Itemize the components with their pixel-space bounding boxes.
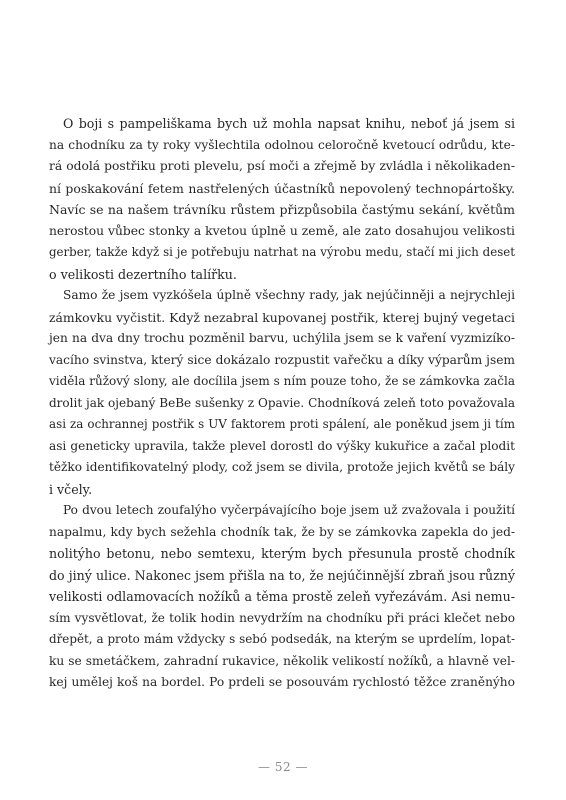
paragraph-2 [49, 285, 515, 500]
page-number: — 52 — [258, 760, 308, 774]
text-line: ku se smetáčkem, zahradní rukavice, několik velikostí nožíků, a hlavně vel- [49, 653, 515, 668]
text-line: zámkovku vyčistit. Když nezabral kupovanej postřik, kterej bujný vegetaci [49, 309, 515, 325]
text-line: sím vysvětlovat, že tolik hodin nevydržím na chodníku při práci klečet nebo [49, 610, 515, 625]
text-line: jen na dva dny trochu pozměnil barvu, uchýlila jsem se k vaření vyzmizíko- [49, 331, 515, 345]
text-line: napalmu, kdy bych sežehla chodník tak, že by se zámkovka zapekla do jed- [49, 524, 515, 539]
text-line: Navíc se na našem trávníku růstem přizpůsobila častýmu sekání, květům [49, 202, 515, 217]
text-line: asi za ochrannej postřik s UV faktorem proti spálení, ale poněkud jsem ji tím [49, 417, 515, 431]
text-line: nolitýho betonu, nebo semtexu, kterým bych přesunula prostě chodník [49, 546, 515, 561]
text-line: i včely. [49, 481, 93, 497]
body-text [49, 113, 515, 694]
text-line: O boji s pampeliškama bych už mohla napsat knihu, neboť já jsem si [63, 116, 515, 131]
text-line: ní poskakování fetem nastřelených účastníků nepovolený technopártošky. [49, 180, 515, 196]
text-line: nerostou vůbec stonky a kvetou úplně u země, ale zato dosahujou velikosti [49, 223, 515, 238]
text-line: o velikosti dezertního talířku. [49, 266, 237, 282]
text-line: do jiný ulice. Nakonec jsem přišla na to, že nejúčinnější zbraň jsou různý [49, 567, 515, 583]
text-line: asi geneticky upravila, takže plevel dorostl do výšky kukuřice a začal plodit [49, 438, 515, 453]
text-line: Po dvou letech zoufalýho vyčerpávajícího boje jsem už zvažovala i použití [63, 503, 515, 517]
text-line: drolit jak ojebaný BeBe sušenky z Opavie. Chodníková zeleň toto považovala [49, 395, 515, 410]
text-line: gerber, takže když si je potřebuju natrhat na výrobu medu, stačí mi jich deset [49, 245, 515, 259]
text-line: velikosti odlamovacích nožíků a těma prostě zeleň vyřezávám. Asi nemu- [49, 589, 515, 604]
text-line: rá odolá postřiku proti plevelu, psí moči a zřejmě by zvládla i několikaden- [49, 159, 515, 173]
paragraph-1 [49, 113, 515, 285]
paragraph-3 [49, 500, 515, 694]
text-line: viděla růžový slony, ale docílila jsem s ním pouze toho, že se zámkovka začla [49, 374, 515, 388]
text-line: dřepět, a proto mám vždycky s sebó podsedák, na kterým se uprdelím, lopat- [49, 632, 515, 646]
text-line: kej umělej koš na bordel. Po prdeli se posouvám rychlostó těžce zraněnýho [49, 675, 515, 689]
text-line: Samo že jsem vyzkóšela úplně všechny rady, jak nejúčinněji a nejrychleji [63, 288, 515, 302]
text-line: na chodníku za ty roky vyšlechtila odolnou celoročně kvetoucí odrůdu, kte- [49, 137, 515, 152]
text-line: vacího svinstva, který sice dokázalo rozpustit vařečku a díky výparům jsem [49, 352, 515, 367]
text-line: těžko identifikovatelný plody, což jsem se divila, protože jejich květů se bály [49, 460, 515, 474]
